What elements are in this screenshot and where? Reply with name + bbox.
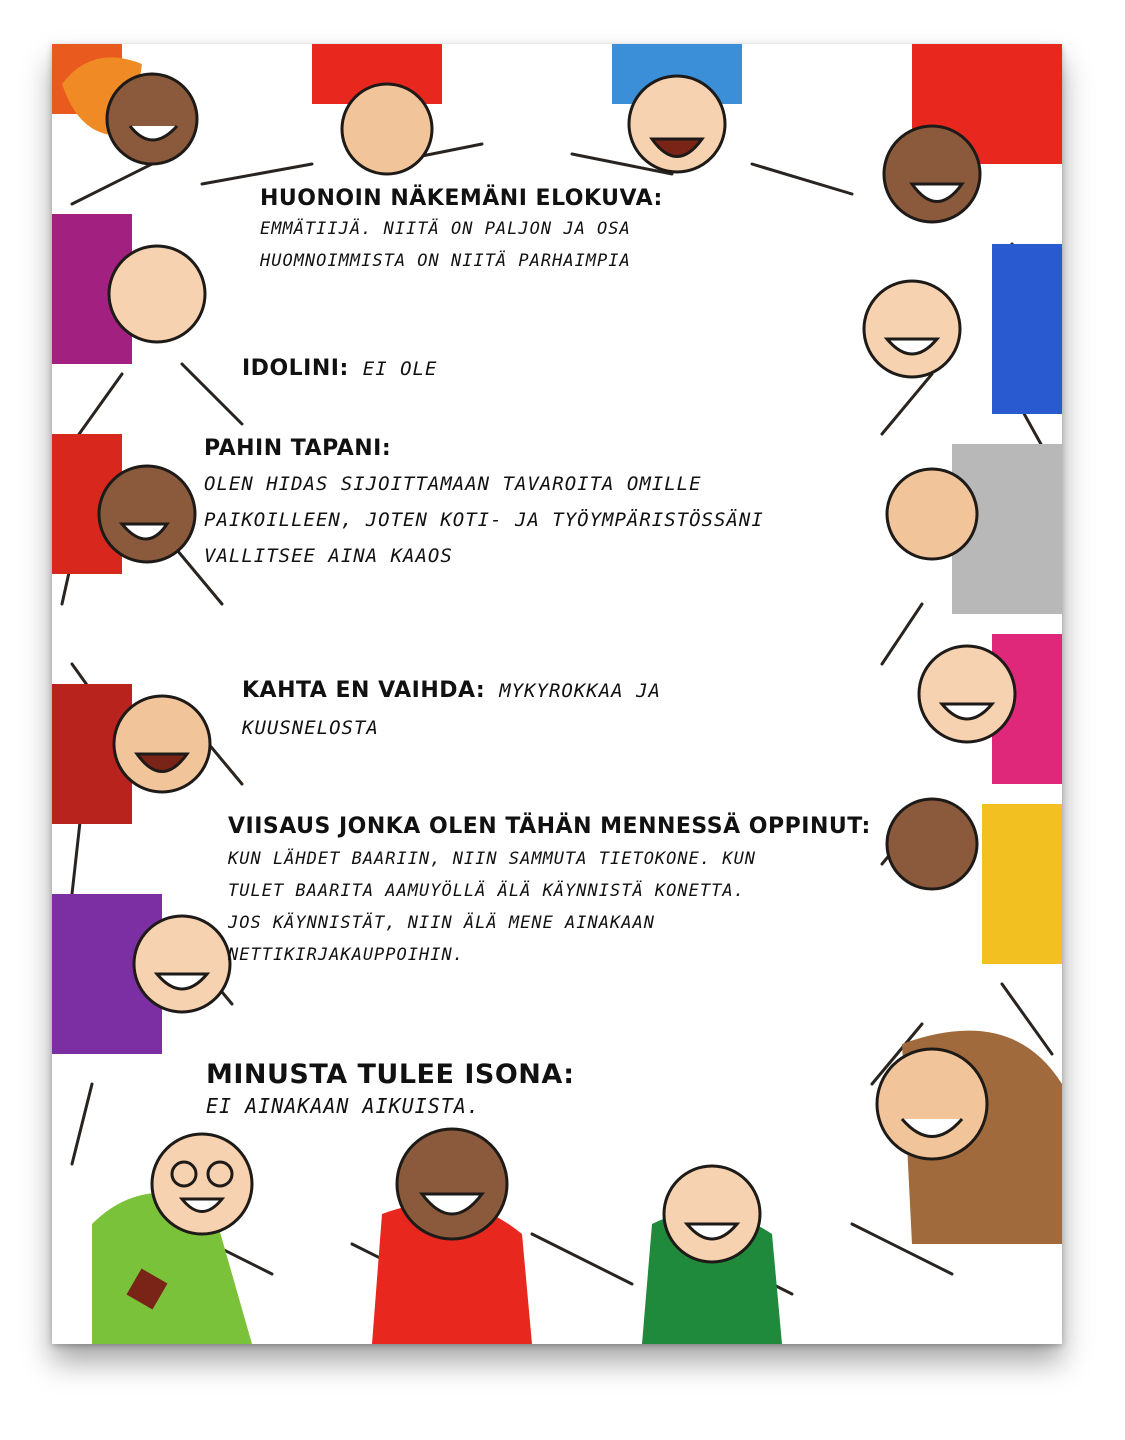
worst-habit-label: PAHIN TAPANI: xyxy=(204,436,392,461)
document-page xyxy=(52,44,1062,1344)
section-wont-trade xyxy=(242,678,842,739)
section-when-grown-up xyxy=(206,1059,575,1118)
section-worst-habit xyxy=(204,436,764,567)
worst-movie-answer-line-2: HUOMNOIMMISTA ON NIITÄ PARHAIMPIA xyxy=(260,251,631,271)
wont-trade-answer-line-1: MYKYROKKAA JA xyxy=(499,680,661,702)
right-children xyxy=(864,244,1062,1244)
left-children xyxy=(52,214,230,1054)
worst-movie-label: HUONOIN NÄKEMÄNI ELOKUVA: xyxy=(260,186,663,211)
section-wisdom xyxy=(228,814,871,965)
wont-trade-answer-line-2: KUUSNELOSTA xyxy=(242,717,379,739)
wisdom-answer-line-3: JOS KÄYNNISTÄT, NIIN ÄLÄ MENE AINAKAAN xyxy=(228,913,655,933)
bottom-children xyxy=(92,1129,782,1344)
wisdom-label: VIISAUS JONKA OLEN TÄHÄN MENNESSÄ OPPINUT: xyxy=(228,814,871,839)
when-grown-up-label: MINUSTA TULEE ISONA: xyxy=(206,1059,575,1090)
section-idol xyxy=(242,356,437,381)
wont-trade-label: KAHTA EN VAIHDA: xyxy=(242,678,486,703)
wisdom-answer-line-1: KUN LÄHDET BAARIIN, NIIN SAMMUTA TIETOKONE. KUN xyxy=(228,849,757,869)
wisdom-answer-line-2: TULET BAARITA AAMUYÖLLÄ ÄLÄ KÄYNNISTÄ KONETTA. xyxy=(228,881,745,901)
worst-habit-answer-line-2: PAIKOILLEEN, JOTEN KOTI- JA TYÖYMPÄRISTÖSSÄNI xyxy=(204,509,764,531)
wisdom-answer-line-4: NETTIKIRJAKAUPPOIHIN. xyxy=(228,945,464,965)
idol-label: IDOLINI: xyxy=(242,356,349,381)
worst-habit-answer-line-1: OLEN HIDAS SIJOITTAMAAN TAVAROITA OMILLE xyxy=(204,473,702,495)
section-worst-movie xyxy=(260,186,663,271)
worst-movie-answer-line-1: EMMÄTIIJÄ. NIITÄ ON PALJON JA OSA xyxy=(260,219,631,239)
idol-answer: EI OLE xyxy=(362,358,438,380)
when-grown-up-answer: EI AINAKAAN AIKUISTA. xyxy=(206,1094,480,1118)
worst-habit-answer-line-3: VALLITSEE AINA KAAOS xyxy=(204,545,453,567)
